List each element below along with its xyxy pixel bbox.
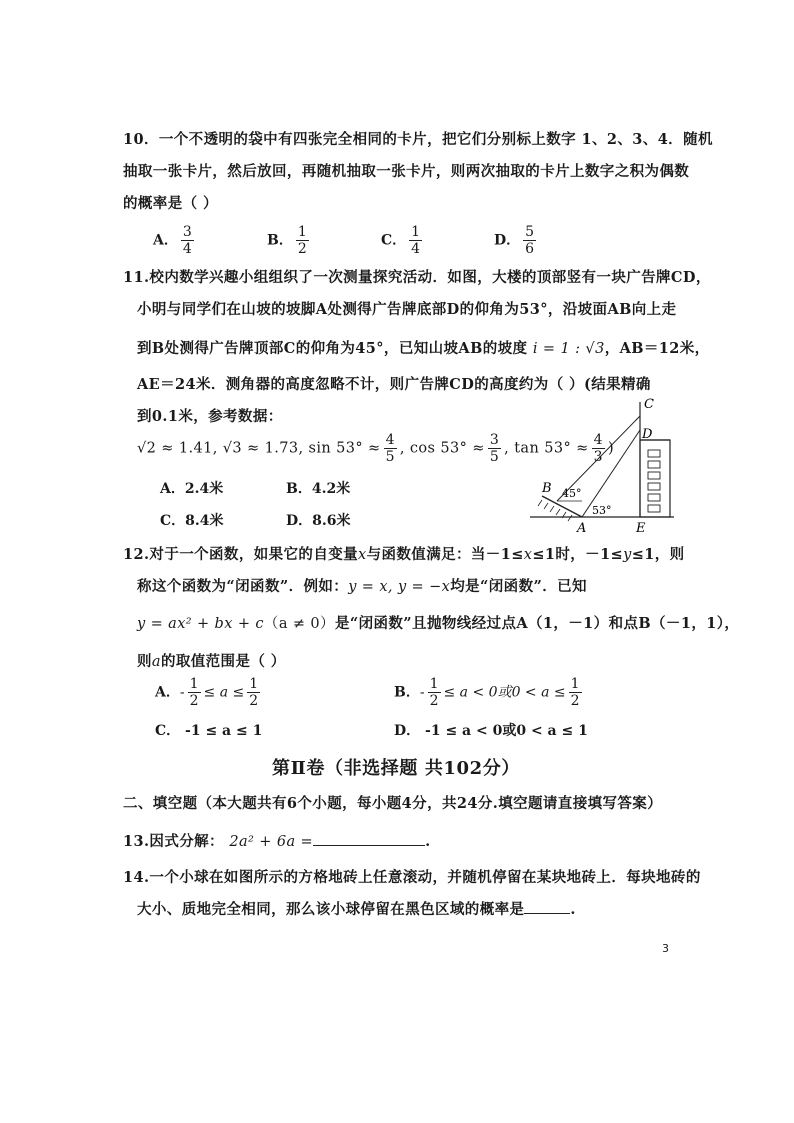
q14-line2: 大小、质地完全相同，那么该小球停留在黑色区域的概率是 . [137, 901, 576, 918]
angle-a-label: 53° [592, 504, 612, 517]
q11-option-a: A．2.4米 [160, 481, 224, 497]
q12-option-d: D． -1 ≤ a < 0或0 < a ≤ 1 [394, 723, 588, 739]
option-label: D． [494, 232, 521, 249]
answer-blank[interactable] [524, 899, 570, 914]
q10-option-a [153, 224, 197, 257]
q12-option-c: C． -1 ≤ a ≤ 1 [155, 723, 263, 739]
page-number: 3 [662, 942, 669, 955]
answer-blank[interactable] [313, 831, 425, 846]
q11-line5: 到0.1米，参考数据： [137, 408, 283, 425]
building-slope-figure [520, 392, 680, 536]
fraction: $\frac{1}{2}$ [297, 224, 307, 257]
q12-line2: 称这个函数为“闭函数”．例如：y = x, y = −x均是“闭函数”．已知 [137, 578, 587, 595]
label-c: C [644, 397, 654, 412]
q11-line4: AE＝24米．测角器的高度忽略不计，则广告牌CD的高度约为（ ）(结果精确 [137, 376, 651, 393]
angle-b-label: 45° [562, 487, 582, 500]
q14-line1: 14.一个小球在如图所示的方格地砖上任意滚动，并随机停留在某块地砖上．每块地砖的 [123, 869, 701, 886]
option-label: C． [381, 232, 407, 249]
section-title: 第Ⅱ卷（非选择题 共102分） [272, 758, 521, 779]
q12-line4: 则a的取值范围是（ ） [137, 653, 286, 670]
q10-option-d [494, 224, 539, 257]
q12-line1: 12.对于一个函数，如果它的自变量x与函数值满足：当－1≤x≤1时，－1≤y≤1，则 [123, 546, 685, 563]
q10-line3: 的概率是（ ） [123, 195, 218, 212]
q11-option-d: D．8.6米 [286, 513, 351, 529]
fraction: $\frac{1}{4}$ [411, 224, 421, 257]
q12-line3: y = ax² + bx + c（a ≠ 0）是“闭函数”且抛物线经过点A（1，－1）和点B（－1，1）， [137, 615, 740, 632]
fraction: $\frac{5}{6}$ [525, 224, 535, 257]
q13-expression: 2a² + 6a = [229, 834, 314, 850]
q12-option-a: A．- $\frac{1}{2}$ ≤ a ≤ $\frac{1}{2}$ [155, 676, 259, 709]
q11-option-c: C．8.4米 [160, 513, 224, 529]
q12-option-b: B．- $\frac{1}{2}$ ≤ a < 0或0 < a ≤ $\frac{1}{2}$ [394, 676, 580, 709]
q10-option-c [381, 224, 425, 257]
option-label: B． [267, 232, 293, 249]
q11-line1: 11.校内数学兴趣小组组织了一次测量探究活动．如图，大楼的顶部竖有一块广告牌CD， [123, 269, 711, 286]
q10-option-b [267, 224, 312, 257]
label-d: D [642, 427, 653, 442]
q13-line: 13.因式分解： 2a² + 6a = . [123, 833, 431, 850]
fraction: $\frac{3}{4}$ [182, 224, 192, 257]
building [640, 440, 670, 517]
label-b: B [542, 481, 552, 496]
label-a: A [577, 521, 587, 536]
slope-formula: i = 1 : √3 [532, 341, 605, 357]
q11-line2: 小明与同学们在山坡的坡脚A处测得广告牌底部D的仰角为53°，沿坡面AB向上走 [137, 301, 677, 318]
building-windows [648, 450, 660, 512]
q10-line1: 10．一个不透明的袋中有四张完全相同的卡片，把它们分别标上数字 1、2、3、4．随机 [123, 131, 713, 148]
q11-option-b: B．4.2米 [286, 481, 351, 497]
option-label: A． [153, 232, 178, 249]
q11-line3: 到B处测得广告牌顶部C的仰角为45°，已知山坡AB的坡度 i = 1 : √3，AB＝12米， [137, 340, 710, 357]
q11-reference-data: √2 ≈ 1.41, √3 ≈ 1.73, sin 53° ≈ $\frac{4}{5}$ , cos 53° ≈ $\frac{3}{5}$ , tan 53° ≈ $\frac{4}{3}$ ) [137, 432, 615, 465]
section-heading: 二、填空题（本大题共有6个小题，每小题4分，共24分.填空题请直接填写答案） [123, 795, 663, 812]
label-e: E [636, 521, 646, 536]
q10-line2: 抽取一张卡片，然后放回，再随机抽取一张卡片，则两次抽取的卡片上数字之积为偶数 [123, 163, 690, 180]
